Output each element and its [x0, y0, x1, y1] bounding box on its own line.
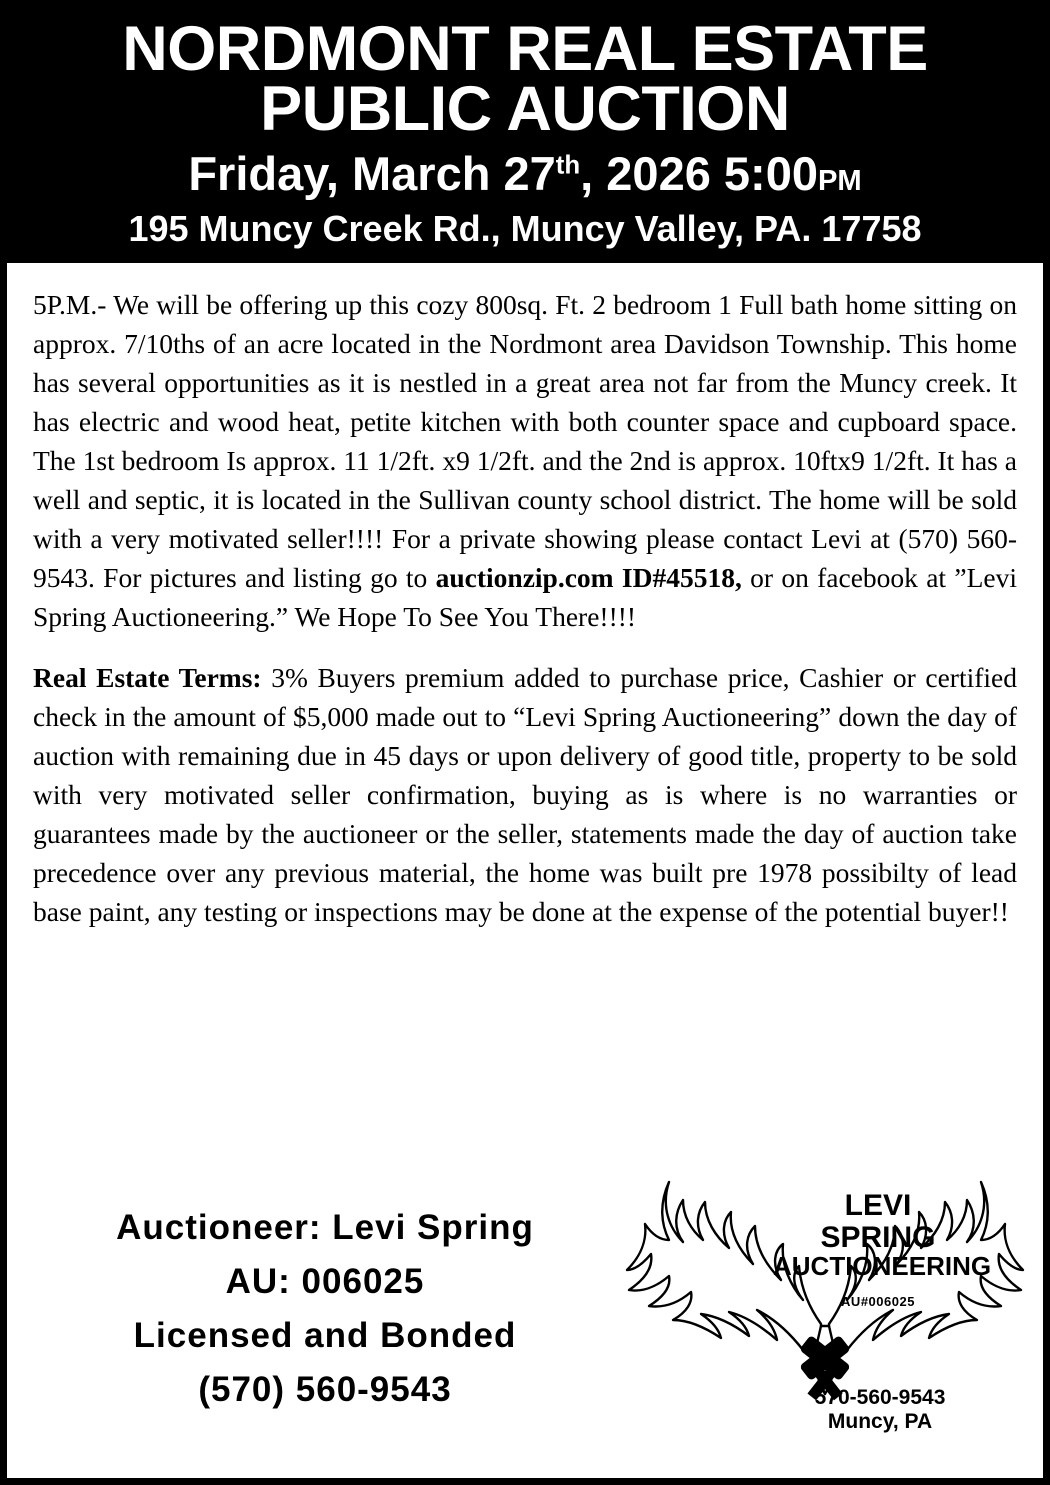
flyer-footer	[7, 1154, 1043, 1464]
logo-contact-info	[745, 1386, 1015, 1434]
date-suffix: , 2026 5:00	[580, 146, 818, 200]
auctioneer-phone: (570) 560-9543	[198, 1370, 452, 1410]
logo-city: Muncy, PA	[827, 1410, 933, 1434]
logo-phone: 570-560-9543	[814, 1386, 946, 1409]
auctioneer-name: Auctioneer: Levi Spring	[116, 1207, 534, 1247]
auctioneer-license: AU: 006025	[225, 1261, 425, 1301]
logo-license-number: AU#006025	[841, 1294, 915, 1309]
description-text-part2: or on facebook at ”Levi Spring Auctioneering.” We Hope To See You There!!!!	[33, 562, 1017, 633]
description-paragraph	[33, 285, 1017, 636]
levi-spring-logo	[625, 1154, 1025, 1464]
logo-line-levi: LEVI	[844, 1189, 912, 1222]
logo-line-spring: SPRING	[820, 1220, 936, 1254]
auctionzip-listing-id: auctionzip.com ID#45518,	[435, 562, 742, 594]
flyer-date	[17, 148, 1033, 200]
description-text-part1: 5P.M.- We will be offering up this cozy 800sq. Ft. 2 bedroom 1 Full bath home sitting on approx. 7/10ths of an acre located in the Nordmont area Davidson Township. This home has several opportunities as it is nestled in a great area not far from the Muncy creek. It has electric and wood heat, petite kitchen with both counter space and cupboard space. The 1st bedroom Is approx. 11 1/2ft. x9 1/2ft. and the 2nd is approx. 10ftx9 1/2ft. It has a well and septic, it is located in the Sullivan county school district. The home will be sold with a very motivated seller!!!! For a private showing please contact Levi at (570) 560-9543. For pictures and listing go to	[33, 288, 1017, 594]
logo-line-auctioneering: AUCTIONEERING	[773, 1251, 992, 1281]
flyer-address: 195 Muncy Creek Rd., Muncy Valley, PA. 17758	[128, 208, 922, 250]
date-prefix: Friday, March 27	[188, 146, 556, 200]
terms-paragraph	[33, 658, 1017, 931]
flyer-title-line1: NORDMONT REAL ESTATE	[122, 14, 928, 84]
date-ordinal: th	[555, 150, 581, 179]
terms-text: 3% Buyers premium added to purchase price, Cashier or certified check in the amount of $5,000 made out to “Levi Spring Auctioneering” down the day of auction with remaining due in 45 days or upon delivery of good title, property to be sold with very motivated seller confirmation, buying as is where is no warranties or guarantees made by the auctioneer or the seller, statements made the day of auction take precedence over any previous material, the home was built pre 1978 possibilty of lead base paint, any testing or inspections may be done at the expense of the potential buyer!!	[33, 662, 1017, 928]
flyer-title-line2: PUBLIC AUCTION	[260, 74, 790, 145]
terms-label: Real Estate Terms:	[33, 662, 262, 694]
auctioneer-licensed-bonded: Licensed and Bonded	[133, 1316, 517, 1355]
auctioneer-info	[25, 1201, 625, 1418]
flyer-body	[7, 263, 1043, 932]
flyer-header	[7, 7, 1043, 263]
logo-wordmark	[773, 1189, 992, 1281]
date-meridiem: PM	[817, 164, 862, 197]
